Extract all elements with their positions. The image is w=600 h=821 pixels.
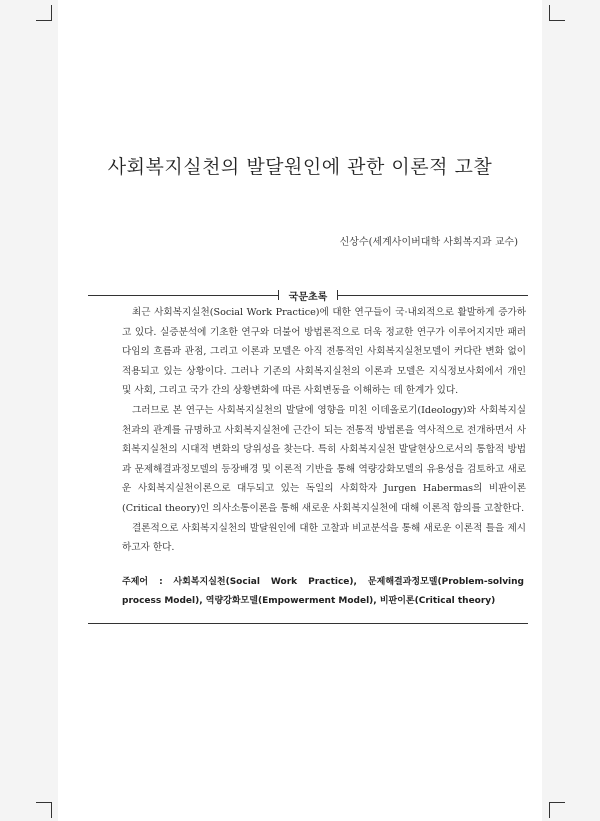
abstract-paragraph: 최근 사회복지실천(Social Work Practice)에 대한 연구들이 국·내외적으로 활발하게 증가하고 있다. 실증분석에 기초한 연구와 더불어 방법론적으로 더욱 정교한 연구가 이루어지지만 패러다임의 흐름과 관점, 그리고 이론과 모델은 아직 전통적인 사회복지실천모델이 커다란 변화 없이 적용되고 있는 상황이다. 그러나 기존의 사회복지실천의 이론과 모델은 지식정보사회에서 개인 및 사회, 그리고 국가 간의 상황변화에 따른 사회변동을 이해하는 데 한계가 있다. bbox=[122, 307, 526, 397]
paper-title: 사회복지실천의 발달원인에 관한 이론적 고찰 bbox=[107, 156, 493, 178]
crop-mark-top-right bbox=[549, 5, 565, 21]
crop-mark-bottom-left bbox=[36, 802, 52, 818]
abstract-heading: 국문초록 bbox=[288, 292, 328, 303]
keywords-block bbox=[122, 573, 524, 611]
keywords-text: 사회복지실천(Social Work Practice), 문제해결과정모델(Problem-solving process Model), 역량강화모델(Empowerment Model), 비판이론(Critical theory) bbox=[122, 577, 524, 606]
abstract-paragraph: 그러므로 본 연구는 사회복지실천의 발달에 영향을 미친 이데올로기(Ideology)와 사회복지실천과의 관계를 규명하고 사회복지실천에 근간이 되는 전통적 방법론을 역사적으로 전개하면서 사회복지실천의 시대적 변화의 당위성을 찾는다. 특히 사회복지실천 발달현상으로서의 통합적 방법과 문제해결과정모델의 등장배경 및 이론적 기반을 통해 역량강화모델의 유용성을 검토하고 새로운 사회복지실천이론으로 대두되고 있는 독일의 사회학자 Jurgen Habermas의 비판이론(Critical theory)인 의사소통이론을 통해 새로운 사회복지실천에 대해 이론적 함의를 고찰한다. bbox=[122, 404, 526, 514]
abstract-paragraph: 결론적으로 사회복지실천의 발달원인에 대한 고찰과 비교분석을 통해 새로운 이론적 틀을 제시하고자 한다. bbox=[122, 522, 526, 554]
author-affiliation: 신상수(세계사이버대학 사회복지과 교수) bbox=[339, 237, 518, 248]
crop-mark-bottom-right bbox=[549, 802, 565, 818]
keywords-label: 주제어 : bbox=[122, 577, 163, 587]
abstract-heading-bar bbox=[88, 288, 528, 302]
heading-rule-right bbox=[338, 295, 528, 296]
crop-mark-top-left bbox=[36, 5, 52, 21]
abstract-bottom-rule bbox=[88, 623, 528, 624]
abstract-body bbox=[122, 303, 526, 558]
